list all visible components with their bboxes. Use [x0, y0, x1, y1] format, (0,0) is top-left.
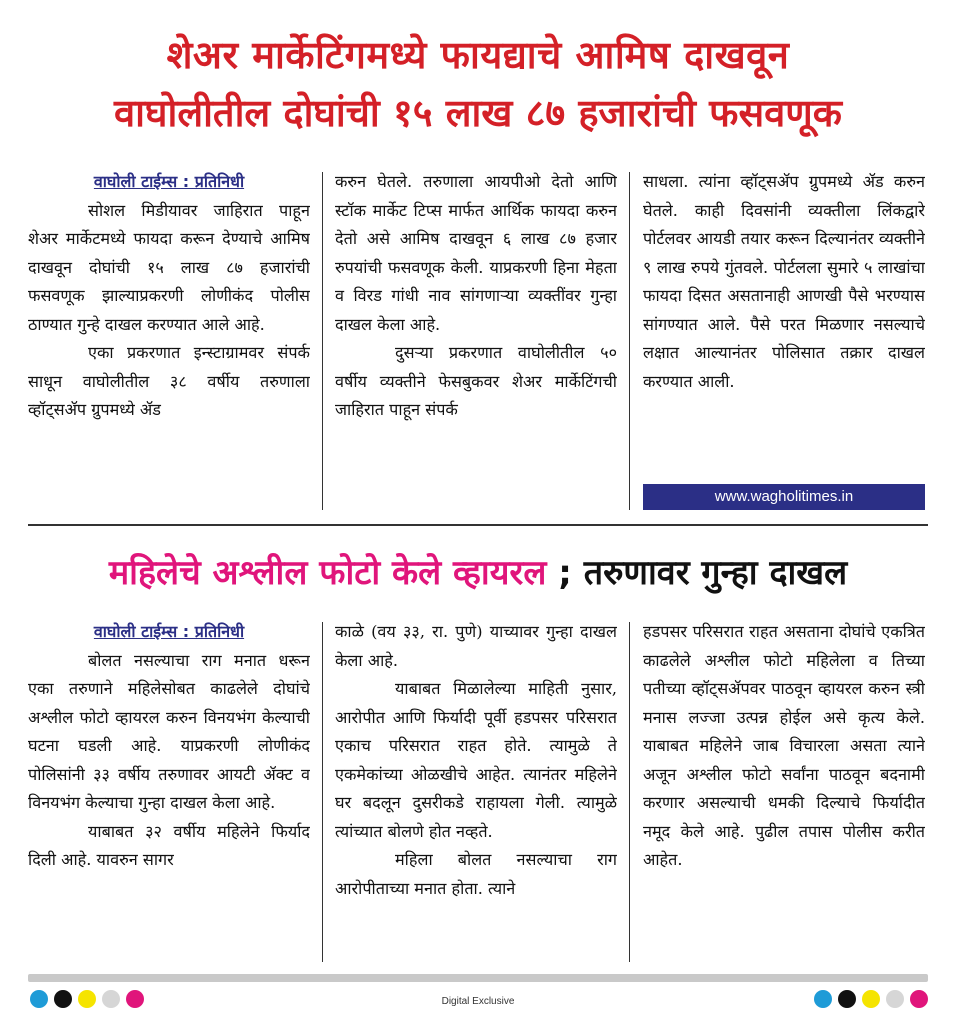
article2-col1-paragraph: याबाबत ३२ वर्षीय महिलेने फिर्याद दिली आहे. यावरुन सागर	[28, 821, 310, 869]
article2-column-1	[28, 618, 310, 968]
article2-column-3	[643, 618, 925, 968]
article2-headline-separator: ;	[546, 553, 584, 593]
article1-headline-line1: शेअर मार्केटिंगमध्ये फायद्याचे आमिष दाखवून	[166, 33, 790, 77]
article1-headline-line2: वाघोलीतील दोघांची १५ लाख ८७ हजारांची फसवणूक	[114, 91, 842, 135]
article1-column-2	[335, 168, 617, 513]
website-banner[interactable]: www.wagholitimes.in	[643, 484, 925, 510]
article1-col1-paragraph: एका प्रकरणात इन्स्टाग्रामवर संपर्क साधून वाघोलीतील ३८ वर्षीय तरुणाला व्हॉट्सॲप ग्रुपमध्ये ॲड	[28, 343, 310, 419]
article1-column-1	[28, 168, 310, 513]
article2-col2-paragraph: याबाबत मिळालेल्या माहिती नुसार, आरोपीत आणि फिर्यादी पूर्वी हडपसर परिसरात एकाच परिसरात राहत होते. त्यामुळे ते एकमेकांच्या ओळखीचे आहेत. त्यानंतर महिलेने घर बदलून दुसरीकडे राहायला गेली. त्यामुळे त्यांच्यात बोलणे होत नव्हते.	[335, 679, 617, 841]
article2-byline: वाघोली टाईम्स : प्रतिनिधी	[93, 622, 245, 641]
article2-col1-paragraph: बोलत नसल्याचा राग मनात धरून एका तरुणाने महिलेसोबत काढलेले दोघांचे अश्लील फोटो व्हायरल करुन विनयभंग केल्याची घटना घडली आहे. याप्रकरणी लोणीकंद पोलिसांनी ३३ वर्षीय तरुणावर आयटी ॲक्ट व विनयभंग केल्याचा गुन्हा दाखल केला आहे.	[28, 650, 310, 812]
column-divider	[629, 172, 630, 510]
article2-col3-paragraph: हडपसर परिसरात राहत असताना दोघांचे एकत्रित काढलेले अश्लील फोटो महिलेला व तिच्या पतीच्या व्हॉट्सॲपवर पाठवून व्हायरल करुन स्त्री मनास लज्जा उत्पन्न होईल असे कृत्य केले. याबाबत महिलेने जाब विचारला असता त्याने अजून अश्लील फोटो सर्वांना पाठवून बदनामी करणार असल्याची धमकी दिल्याचे फिर्यादीत नमूद केले आहे. पुढील तपास पोलीस करीत आहेत.	[643, 622, 925, 869]
column-divider	[629, 622, 630, 962]
article1-col3-paragraph: साधला. त्यांना व्हॉट्सॲप ग्रुपमध्ये ॲड करुन घेतले. काही दिवसांनी व्यक्तीला लिंकद्वारे पोर्टलवर आयडी तयार करून दिल्यानंतर व्यक्तीने ९ लाख रुपये गुंतवले. पोर्टलला सुमारे ५ लाखांचा फायदा दिसत असतानाही आणखी पैसे भरण्यास सांगण्यात आले. पैसे परत मिळणार नसल्याचे लक्षात आल्यानंतर पोलिसात तक्रार दाखल करण्यात आली.	[643, 172, 925, 391]
article2-column-2	[335, 618, 617, 968]
article2-col2-paragraph: महिला बोलत नसल्याचा राग आरोपीताच्या मनात होता. त्याने	[335, 850, 617, 898]
article2-headline-pink: महिलेचे अश्लील फोटो केले व्हायरल	[108, 553, 547, 593]
column-divider	[322, 172, 323, 510]
column-divider	[322, 622, 323, 962]
article1-col1-paragraph: सोशल मिडीयावर जाहिरात पाहून शेअर मार्केटमध्ये फायदा करून देण्याचे आमिष दाखवून दोघांची १५ लाख ८७ हजारांची फसवणूक झाल्याप्रकरणी लोणीकंद पोलीस ठाण्यात गुन्हे दाखल करण्यात आले आहे.	[28, 200, 310, 334]
footer-label: Digital Exclusive	[441, 996, 515, 1007]
article1-byline: वाघोली टाईम्स : प्रतिनिधी	[93, 172, 245, 191]
article1-col2-paragraph: करुन घेतले. तरुणाला आयपीओ देतो आणि स्टॉक मार्केट टिप्स मार्फत आर्थिक फायदा करुन देतो असे आमिष दाखवून ६ लाख ८७ हजार रुपयांची फसवणूक केली. याप्रकरणी हिना मेहता व विरड गांधी नाव सांगणाऱ्या व्यक्तींवर गुन्हा दाखल केला आहे.	[335, 172, 617, 334]
print-color-bar	[28, 974, 928, 982]
article2-headline	[0, 548, 956, 594]
article1-col2-paragraph: दुसऱ्या प्रकरणात वाघोलीतील ५० वर्षीय व्यक्तीने फेसबुकवर शेअर मार्केटिंगची जाहिरात पाहून संपर्क	[335, 343, 617, 419]
article2-col2-paragraph: काळे (वय ३३, रा. पुणे) याच्यावर गुन्हा दाखल केला आहे.	[335, 622, 617, 670]
article1-column-3	[643, 168, 925, 482]
article2-headline-black: तरुणावर गुन्हा दाखल	[583, 553, 848, 593]
section-divider	[28, 524, 928, 526]
